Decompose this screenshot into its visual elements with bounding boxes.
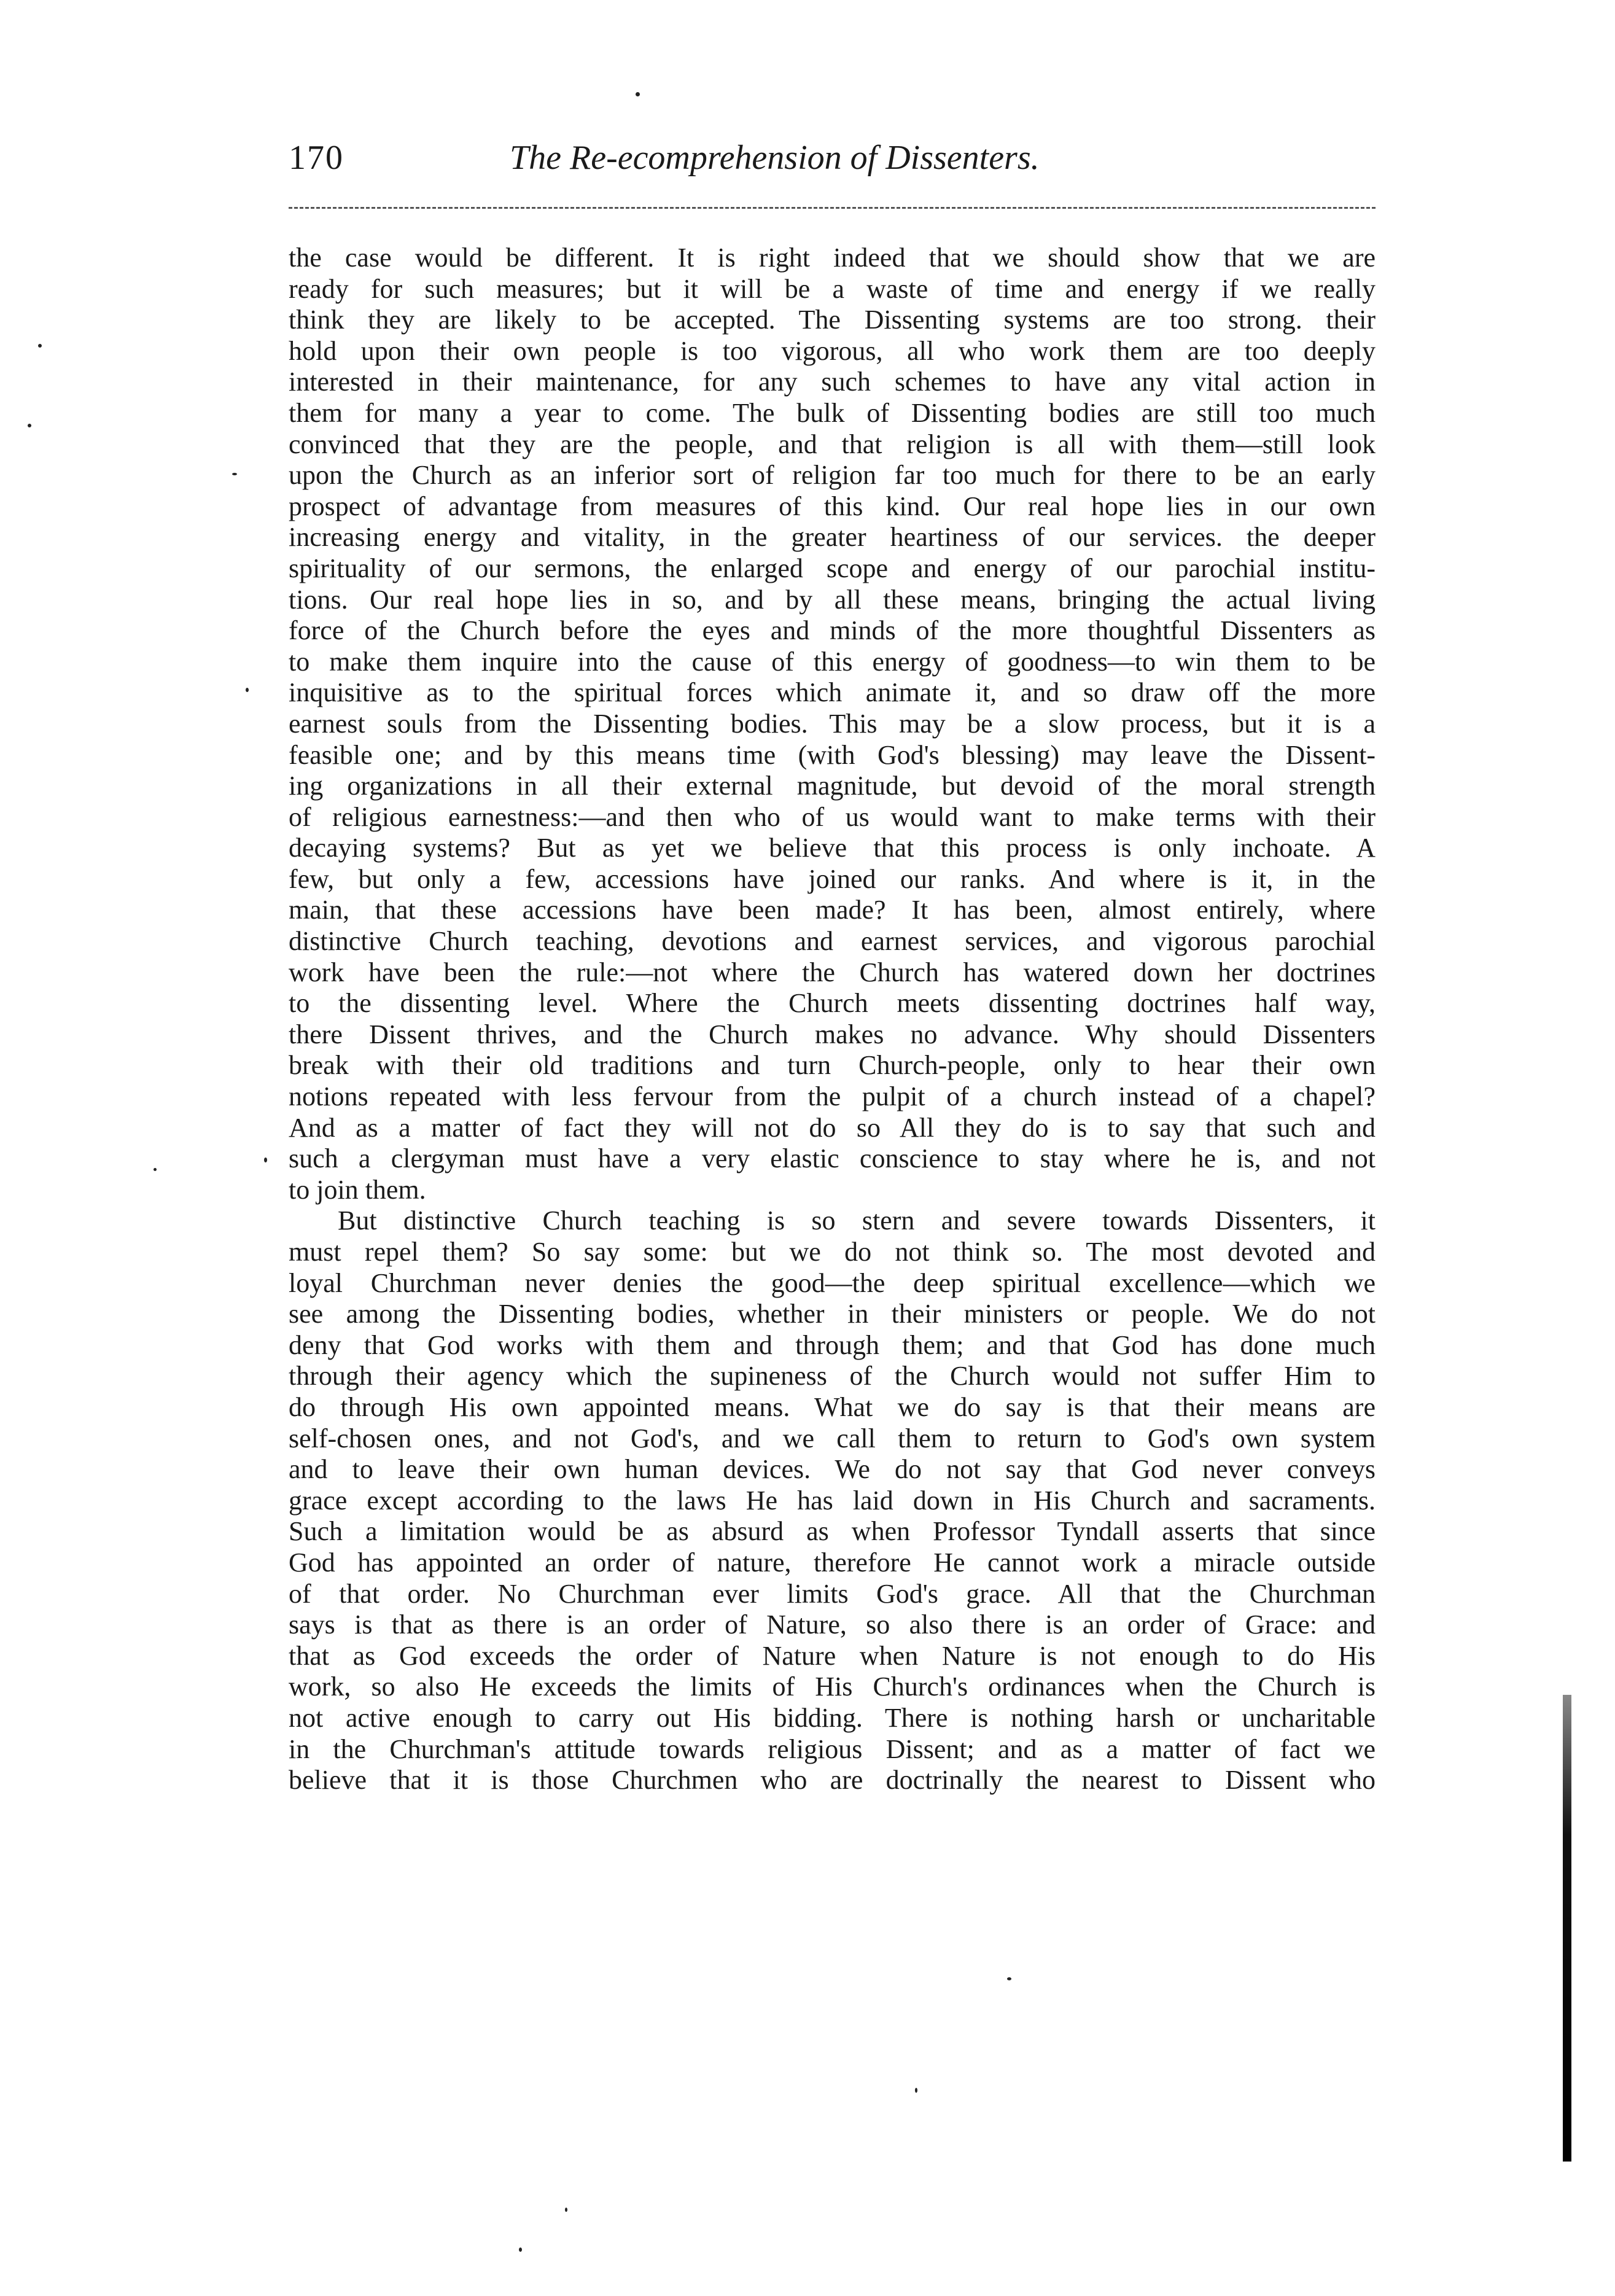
text-line: self-chosen ones, and not God's, and we call them to return to God's own system bbox=[289, 1423, 1376, 1453]
text-line: not active enough to carry out His bidding. There is nothing harsh or uncharitable bbox=[289, 1702, 1376, 1733]
text-line: interested in their maintenance, for any such schemes to have any vital action in bbox=[289, 367, 1376, 397]
scan-speck bbox=[519, 2247, 522, 2252]
scan-speck bbox=[232, 473, 237, 475]
scan-speck bbox=[28, 424, 31, 427]
text-line: through their agency which the supineness of the Church would not suffer Him to bbox=[289, 1361, 1376, 1391]
text-line: work, so also He exceeds the limits of His Church's ordinances when the Church is bbox=[289, 1671, 1376, 1702]
running-title: The Re-ecomprehension of Dissenters. bbox=[510, 139, 1040, 177]
text-line: But distinctive Church teaching is so stern and severe towards Dissenters, it bbox=[338, 1205, 1376, 1236]
text-line: increasing energy and vitality, in the greater heartiness of our services. the deeper bbox=[289, 522, 1376, 553]
text-line: must repel them? So say some: but we do not think so. The most devoted and bbox=[289, 1237, 1376, 1267]
text-line: spirituality of our sermons, the enlarged scope and energy of our parochial institu- bbox=[289, 553, 1376, 583]
text-line: notions repeated with less fervour from the pulpit of a church instead of a chapel? bbox=[289, 1081, 1376, 1112]
running-head bbox=[289, 138, 1376, 187]
text-line: Such a limitation would be as absurd as when Professor Tyndall asserts that since bbox=[289, 1516, 1376, 1547]
text-line: loyal Churchman never denies the good—the deep spiritual excellence—which we bbox=[289, 1267, 1376, 1298]
text-line: to the dissenting level. Where the Church meets dissenting doctrines half way, bbox=[289, 988, 1376, 1019]
scan-speck bbox=[915, 2088, 917, 2093]
text-line: do through His own appointed means. What we do say is that their means are bbox=[289, 1391, 1376, 1422]
text-line: think they are likely to be accepted. The Dissenting systems are too strong. their bbox=[289, 305, 1376, 335]
page-number: 170 bbox=[289, 139, 344, 177]
text-line: hold upon their own people is too vigorous, all who work them are too deeply bbox=[289, 335, 1376, 366]
text-line: tions. Our real hope lies in so, and by all these means, bringing the actual living bbox=[289, 584, 1376, 615]
text-line: inquisitive as to the spiritual forces which animate it, and so draw off the more bbox=[289, 677, 1376, 708]
text-line: convinced that they are the people, and that religion is all with them—still look bbox=[289, 429, 1376, 459]
header-rule bbox=[289, 207, 1376, 209]
scan-speck bbox=[38, 344, 42, 348]
text-line: upon the Church as an inferior sort of religion far too much for there to be an early bbox=[289, 460, 1376, 491]
scan-speck bbox=[246, 688, 249, 692]
text-line: distinctive Church teaching, devotions and earnest services, and vigorous parochial bbox=[289, 926, 1376, 957]
text-line: main, that these accessions have been made? It has been, almost entirely, where bbox=[289, 895, 1376, 925]
text-line: the case would be different. It is right indeed that we should show that we are bbox=[289, 243, 1376, 273]
text-line: force of the Church before the eyes and minds of the more thoughtful Dissenters as bbox=[289, 615, 1376, 646]
text-line: and to leave their own human devices. We do not say that God never conveys bbox=[289, 1454, 1376, 1485]
text-line: ing organizations in all their external magnitude, but devoid of the moral strength bbox=[289, 771, 1376, 801]
scan-speck bbox=[264, 1158, 267, 1162]
text-line: in the Churchman's attitude towards religious Dissent; and as a matter of fact we bbox=[289, 1734, 1376, 1764]
text-line: of religious earnestness:—and then who of us would want to make terms with their bbox=[289, 801, 1376, 832]
margin-scan-mark bbox=[1563, 1695, 1571, 2162]
text-line: decaying systems? But as yet we believe that this process is only inchoate. A bbox=[289, 833, 1376, 863]
text-line: to make them inquire into the cause of this energy of goodness—to win them to be bbox=[289, 646, 1376, 677]
text-line: such a clergyman must have a very elastic conscience to stay where he is, and not bbox=[289, 1143, 1376, 1174]
text-line: says is that as there is an order of Nature, so also there is an order of Grace: and bbox=[289, 1609, 1376, 1640]
text-line: feasible one; and by this means time (with God's blessing) may leave the Dissent- bbox=[289, 739, 1376, 770]
text-line: to join them. bbox=[289, 1174, 426, 1205]
text-line: grace except according to the laws He has laid down in His Church and sacraments. bbox=[289, 1485, 1376, 1516]
text-line: believe that it is those Churchmen who are doctrinally the nearest to Dissent who bbox=[289, 1765, 1376, 1796]
text-line: break with their old traditions and turn Church-people, only to hear their own bbox=[289, 1050, 1376, 1081]
scan-speck bbox=[1007, 1977, 1011, 1980]
text-line: of that order. No Churchman ever limits God's grace. All that the Churchman bbox=[289, 1578, 1376, 1609]
text-line: God has appointed an order of nature, therefore He cannot work a miracle outside bbox=[289, 1547, 1376, 1578]
scan-speck bbox=[636, 92, 640, 96]
text-line: that as God exceeds the order of Nature when Nature is not enough to do His bbox=[289, 1640, 1376, 1671]
text-line: ready for such measures; but it will be a waste of time and energy if we really bbox=[289, 273, 1376, 304]
text-line: And as a matter of fact they will not do so All they do is to say that such and bbox=[289, 1112, 1376, 1143]
text-line: them for many a year to come. The bulk of Dissenting bodies are still too much bbox=[289, 397, 1376, 428]
text-line: work have been the rule:—not where the Church has watered down her doctrines bbox=[289, 957, 1376, 987]
scan-speck bbox=[565, 2208, 567, 2212]
text-line: there Dissent thrives, and the Church makes no advance. Why should Dissenters bbox=[289, 1019, 1376, 1049]
text-line: deny that God works with them and through them; and that God has done much bbox=[289, 1329, 1376, 1360]
text-line: few, but only a few, accessions have joined our ranks. And where is it, in the bbox=[289, 863, 1376, 894]
body-text bbox=[289, 243, 1376, 1796]
scan-speck bbox=[154, 1168, 157, 1171]
text-line: earnest souls from the Dissenting bodies. This may be a slow process, but it is a bbox=[289, 708, 1376, 739]
text-line: prospect of advantage from measures of this kind. Our real hope lies in our own bbox=[289, 491, 1376, 521]
text-line: see among the Dissenting bodies, whether in their ministers or people. We do not bbox=[289, 1299, 1376, 1329]
